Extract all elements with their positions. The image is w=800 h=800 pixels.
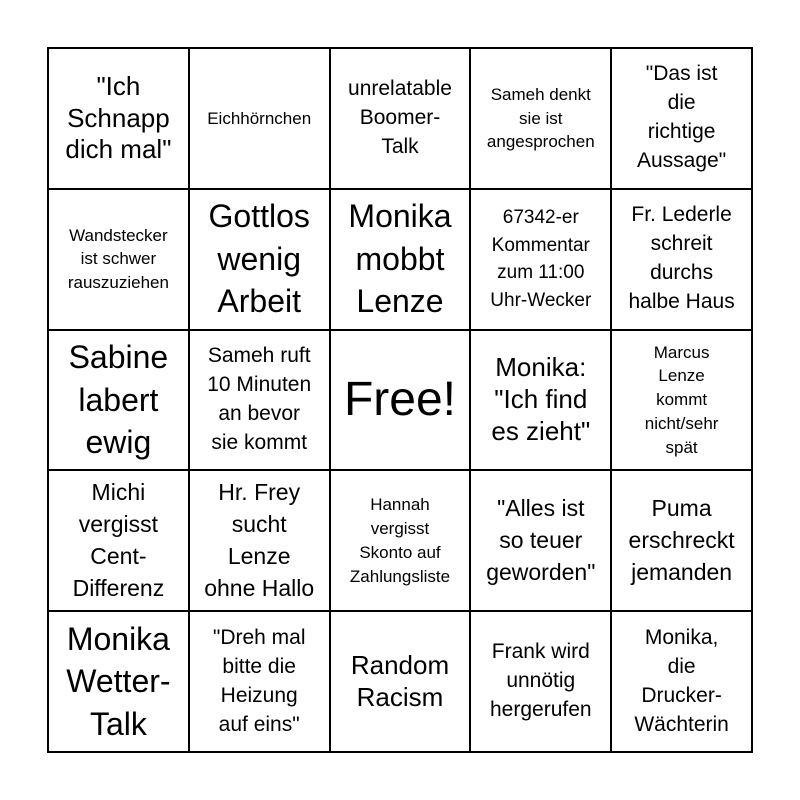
bingo-cell[interactable]: "Ich Schnapp dich mal" — [48, 48, 189, 189]
bingo-cell[interactable]: Hr. Frey sucht Lenze ohne Hallo — [189, 470, 330, 611]
bingo-cell[interactable]: unrelatable Boomer- Talk — [330, 48, 471, 189]
bingo-board — [47, 47, 753, 753]
bingo-cell[interactable]: Monika Wetter- Talk — [48, 611, 189, 752]
bingo-cell[interactable]: Random Racism — [330, 611, 471, 752]
bingo-cell[interactable]: Monika mobbt Lenze — [330, 189, 471, 330]
bingo-cell[interactable]: Hannah vergisst Skonto auf Zahlungsliste — [330, 470, 471, 611]
bingo-cell[interactable]: "Das ist die richtige Aussage" — [611, 48, 752, 189]
free-space-cell[interactable]: Free! — [330, 330, 471, 471]
bingo-cell[interactable]: "Dreh mal bitte die Heizung auf eins" — [189, 611, 330, 752]
bingo-cell[interactable]: Eichhörnchen — [189, 48, 330, 189]
bingo-cell[interactable]: Fr. Lederle schreit durchs halbe Haus — [611, 189, 752, 330]
bingo-cell[interactable]: Sameh ruft 10 Minuten an bevor sie kommt — [189, 330, 330, 471]
bingo-cell[interactable]: Wandstecker ist schwer rauszuziehen — [48, 189, 189, 330]
bingo-cell[interactable]: Sabine labert ewig — [48, 330, 189, 471]
bingo-cell[interactable]: Puma erschreckt jemanden — [611, 470, 752, 611]
bingo-cell[interactable]: Gottlos wenig Arbeit — [189, 189, 330, 330]
bingo-cell[interactable]: Monika, die Drucker- Wächterin — [611, 611, 752, 752]
bingo-cell[interactable]: Monika: "Ich find es zieht" — [470, 330, 611, 471]
bingo-cell[interactable]: Michi vergisst Cent- Differenz — [48, 470, 189, 611]
bingo-cell[interactable]: Frank wird unnötig hergerufen — [470, 611, 611, 752]
bingo-cell[interactable]: Sameh denkt sie ist angesprochen — [470, 48, 611, 189]
bingo-cell[interactable]: 67342-er Kommentar zum 11:00 Uhr-Wecker — [470, 189, 611, 330]
bingo-cell[interactable]: "Alles ist so teuer geworden" — [470, 470, 611, 611]
bingo-cell[interactable]: Marcus Lenze kommt nicht/sehr spät — [611, 330, 752, 471]
